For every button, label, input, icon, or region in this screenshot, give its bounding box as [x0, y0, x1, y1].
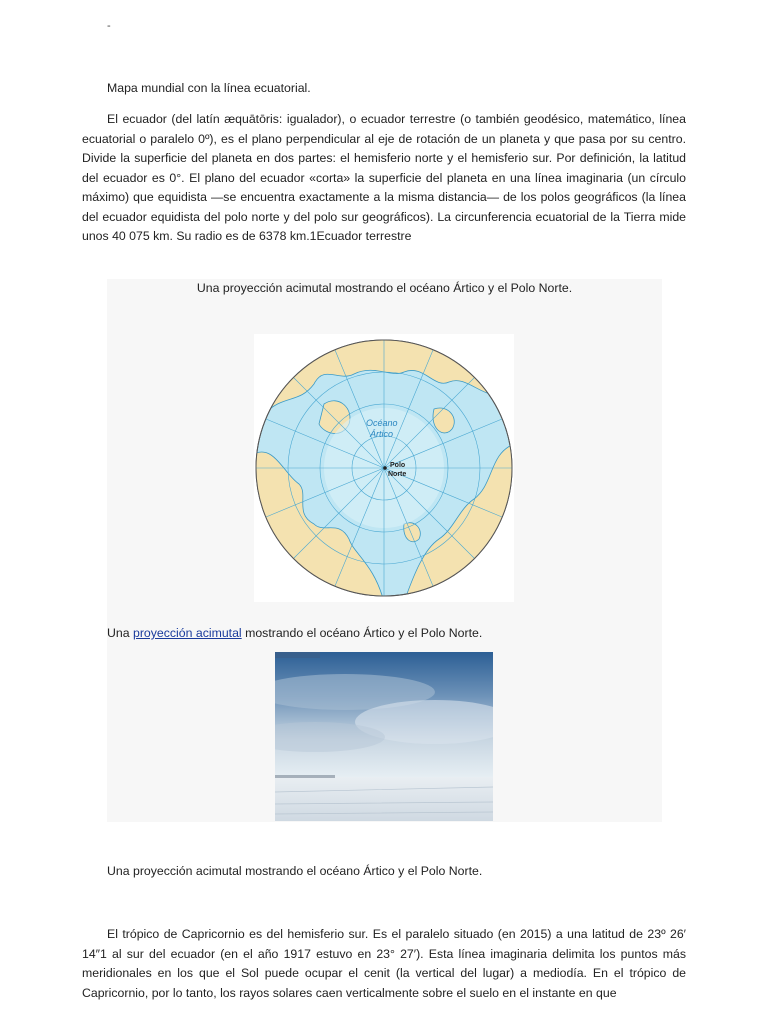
paragraph-tropico: El trópico de Capricornio es del hemisferio sur. Es el paralelo situado (en 2015) a una latitud de 23º 26′ 14″1 al sur del ecuador (en el año 1917 estuvo en 23° 27′). Esta línea imaginaria delimita los puntos más meridionales en los que el Sol puede ocupar el cenit (la vertical del lugar) a mediodía. En el trópico de Capricornio, por lo tanto, los rayos solares caen verticalmente sobre el suelo en el instante en que [82, 927, 686, 1000]
map-label-north: Norte [388, 471, 407, 478]
map-label-pole: Polo [390, 462, 406, 469]
link-proyeccion-acimutal[interactable]: proyección acimutal [132, 626, 242, 640]
figure-caption-top: Una proyección acimutal mostrando el océano Ártico y el Polo Norte. [196, 281, 573, 295]
caption-suffix: mostrando el océano Ártico y el Polo Norte. [241, 626, 483, 640]
map-label-arctic: Ártico [370, 429, 394, 439]
map-label-ocean: Océano [366, 418, 398, 428]
caption-prefix: Una [107, 626, 133, 640]
paragraph-map-caption: Mapa mundial con la línea ecuatorial. [107, 81, 311, 95]
arctic-map-image [254, 334, 514, 602]
paragraph-ecuador: El ecuador (del latín æquātōris: igualador), o ecuador terrestre (o también geodésico, matemático, línea ecuatorial o paralelo 0º), es el plano perpendicular al eje de rotación de un planeta y que pasa por su centro. Divide la superficie del planeta en dos partes: el hemisferio norte y el hemisferio sur. Por definición, la latitud del ecuador es 0°. El plano del ecuador «corta» la superficie del planeta en una línea imaginaria (un círculo máximo) que equidista —se encuentra exactamente a la misma distancia— de los polos geográficos (la línea del ecuador equidista del polo norte y del polo sur geográficos). La circunferencia ecuatorial de la Tierra mide unos 40 075 km. Su radio es de 6378 km.1Ecuador terrestre [82, 112, 686, 243]
figure-caption-mid [107, 626, 482, 640]
caption-bottom: Una proyección acimutal mostrando el océano Ártico y el Polo Norte. [107, 864, 483, 878]
arctic-ice-photo [275, 652, 493, 821]
stray-mark: - [107, 20, 111, 32]
